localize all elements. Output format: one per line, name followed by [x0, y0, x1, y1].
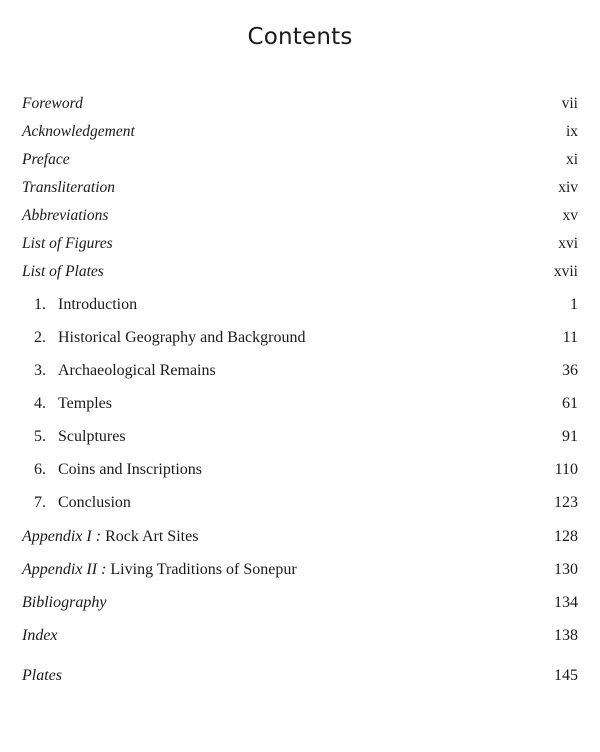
toc-entry-chapter-1	[34, 296, 578, 314]
entry-page: 110	[554, 461, 578, 478]
entry-title: Transliteration	[22, 179, 116, 196]
entry-title: Conclusion	[58, 494, 131, 511]
entry-title: Living Traditions of Sonepur	[106, 561, 297, 578]
entry-title: Introduction	[58, 296, 138, 313]
toc-entry-appendix-2	[22, 561, 578, 579]
toc-entry-chapter-4	[34, 395, 578, 413]
toc-entry-list-of-plates	[22, 263, 578, 281]
toc-entry-chapter-2	[34, 329, 578, 347]
entry-title: List of Figures	[22, 235, 113, 252]
entry-page: 1	[570, 296, 578, 313]
chapter-number: 2.	[34, 329, 46, 346]
entry-title: Abbreviations	[22, 207, 109, 224]
entry-title: Acknowledgement	[22, 123, 135, 140]
toc-entry-appendix-1	[22, 528, 578, 546]
chapter-number: 1.	[34, 296, 46, 313]
toc-entry-chapter-7	[34, 494, 578, 512]
entry-title: Index	[22, 627, 58, 644]
entry-title: Historical Geography and Background	[58, 329, 306, 346]
toc-entry-index	[22, 627, 578, 645]
page-title: Contents	[247, 24, 353, 50]
toc-entry-bibliography	[22, 594, 578, 612]
entry-page: xiv	[558, 179, 578, 196]
entry-page: 134	[554, 594, 578, 611]
chapter-number: 6.	[34, 461, 46, 478]
toc-entry-chapter-5	[34, 428, 578, 446]
entry-page: xi	[565, 151, 578, 168]
entry-page: xv	[562, 207, 578, 224]
entry-page: xvii	[553, 263, 578, 280]
toc-entry-acknowledgement	[22, 123, 578, 141]
entry-page: 138	[554, 627, 578, 644]
appendix-label: Appendix I :	[22, 528, 102, 545]
toc-entry-chapter-6	[34, 461, 578, 479]
chapter-number: 7.	[34, 494, 46, 511]
entry-title: Temples	[58, 395, 112, 412]
entry-page: xvi	[558, 235, 578, 252]
entry-page: 61	[562, 395, 578, 412]
entry-page: vii	[561, 95, 578, 112]
entry-title: Bibliography	[22, 594, 107, 611]
entry-title: Plates	[22, 667, 62, 684]
toc-entry-plates	[22, 667, 578, 685]
entry-page: 11	[562, 329, 578, 346]
toc-entry-preface	[22, 151, 578, 169]
chapter-number: 4.	[34, 395, 46, 412]
entry-page: 145	[554, 667, 578, 684]
entry-page: 36	[562, 362, 578, 379]
entry-page: 128	[554, 528, 578, 545]
toc-entry-foreword	[22, 95, 578, 113]
entry-page: ix	[565, 123, 578, 140]
toc-entry-list-of-figures	[22, 235, 578, 253]
entry-title: Coins and Inscriptions	[58, 461, 202, 478]
entry-title: List of Plates	[22, 263, 104, 280]
entry-title: Foreword	[22, 95, 83, 112]
entry-title: Sculptures	[58, 428, 126, 445]
appendix-label: Appendix II :	[22, 561, 107, 578]
entry-page: 91	[562, 428, 578, 445]
entry-page: 123	[554, 494, 578, 511]
toc-entry-transliteration	[22, 179, 578, 197]
entry-title: Archaeological Remains	[58, 362, 216, 379]
entry-title: Rock Art Sites	[101, 528, 199, 545]
toc-entry-chapter-3	[34, 362, 578, 380]
chapter-number: 3.	[34, 362, 46, 379]
chapter-number: 5.	[34, 428, 46, 445]
entry-title: Preface	[22, 151, 70, 168]
entry-page: 130	[554, 561, 578, 578]
toc-entry-abbreviations	[22, 207, 578, 225]
